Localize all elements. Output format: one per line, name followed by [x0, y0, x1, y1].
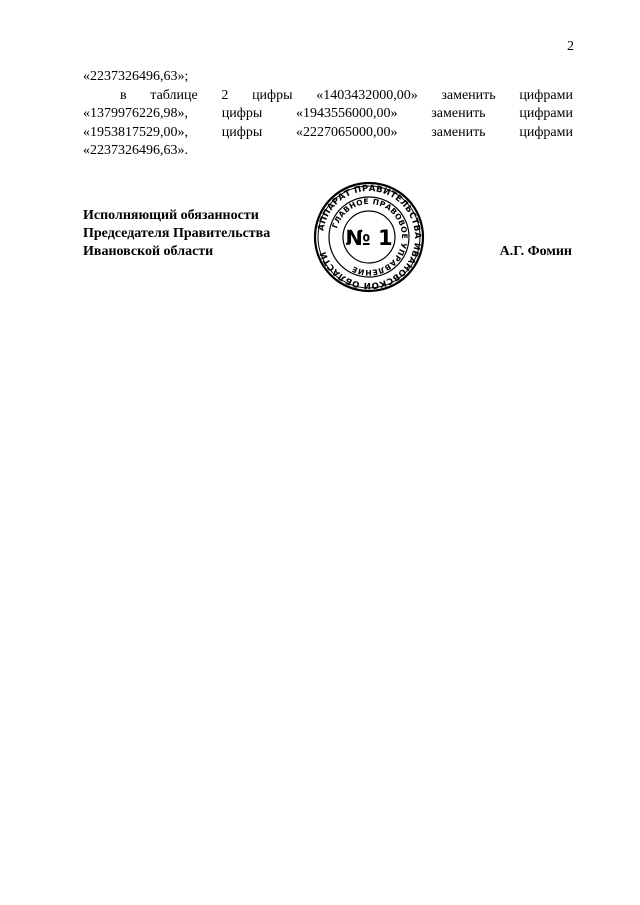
text-line-1 [83, 68, 573, 87]
text-word: цифрами [519, 87, 573, 103]
text-line-4 [83, 124, 573, 143]
seal-center-text: № 1 [345, 226, 393, 250]
text-word: цифры [252, 87, 293, 103]
text-word: цифры [221, 124, 263, 140]
text-word: таблице [150, 87, 198, 103]
text-word: цифры [221, 106, 263, 121]
text-word: заменить [431, 106, 486, 121]
amendment-text [83, 68, 573, 161]
seal-stamp-icon [313, 181, 425, 293]
text-word: цифрами [519, 106, 573, 121]
text-word: «1943556000,00» [296, 106, 398, 121]
text-word: «1379976226,98», [83, 106, 188, 121]
text-line-2 [83, 87, 573, 106]
signatory-title-line: Исполняющий обязанности [83, 208, 259, 223]
official-seal [313, 181, 425, 293]
seal-inner-text: ГЛАВНОЕ ПРАВОВОЕ УПРАВЛЕНИЕ [330, 196, 410, 278]
text-word: заменить [441, 87, 496, 103]
text-line-5 [83, 142, 573, 161]
text-word: 2 [221, 87, 229, 103]
text-word: «1403432000,00» [316, 87, 418, 103]
signatory-title-line: Ивановской области [83, 244, 214, 259]
seal-outer-text: АППАРАТ ПРАВИТЕЛЬСТВА ИВАНОВСКОЙ ОБЛАСТИ [316, 183, 423, 291]
page-number: 2 [567, 39, 574, 54]
signatory-title-line: Председателя Правительства [83, 226, 271, 241]
text-word: «2237326496,63»; [83, 69, 189, 84]
text-word: в [120, 87, 127, 103]
text-word: «2237326496,63». [83, 143, 188, 158]
signatory-name: А.Г. Фомин [499, 244, 572, 259]
text-word: «2227065000,00» [296, 124, 398, 140]
text-word: заменить [431, 124, 486, 140]
signatory-title [83, 207, 270, 261]
text-word: «1953817529,00», [83, 124, 188, 140]
text-line-3 [83, 105, 573, 124]
text-word: цифрами [519, 124, 573, 140]
